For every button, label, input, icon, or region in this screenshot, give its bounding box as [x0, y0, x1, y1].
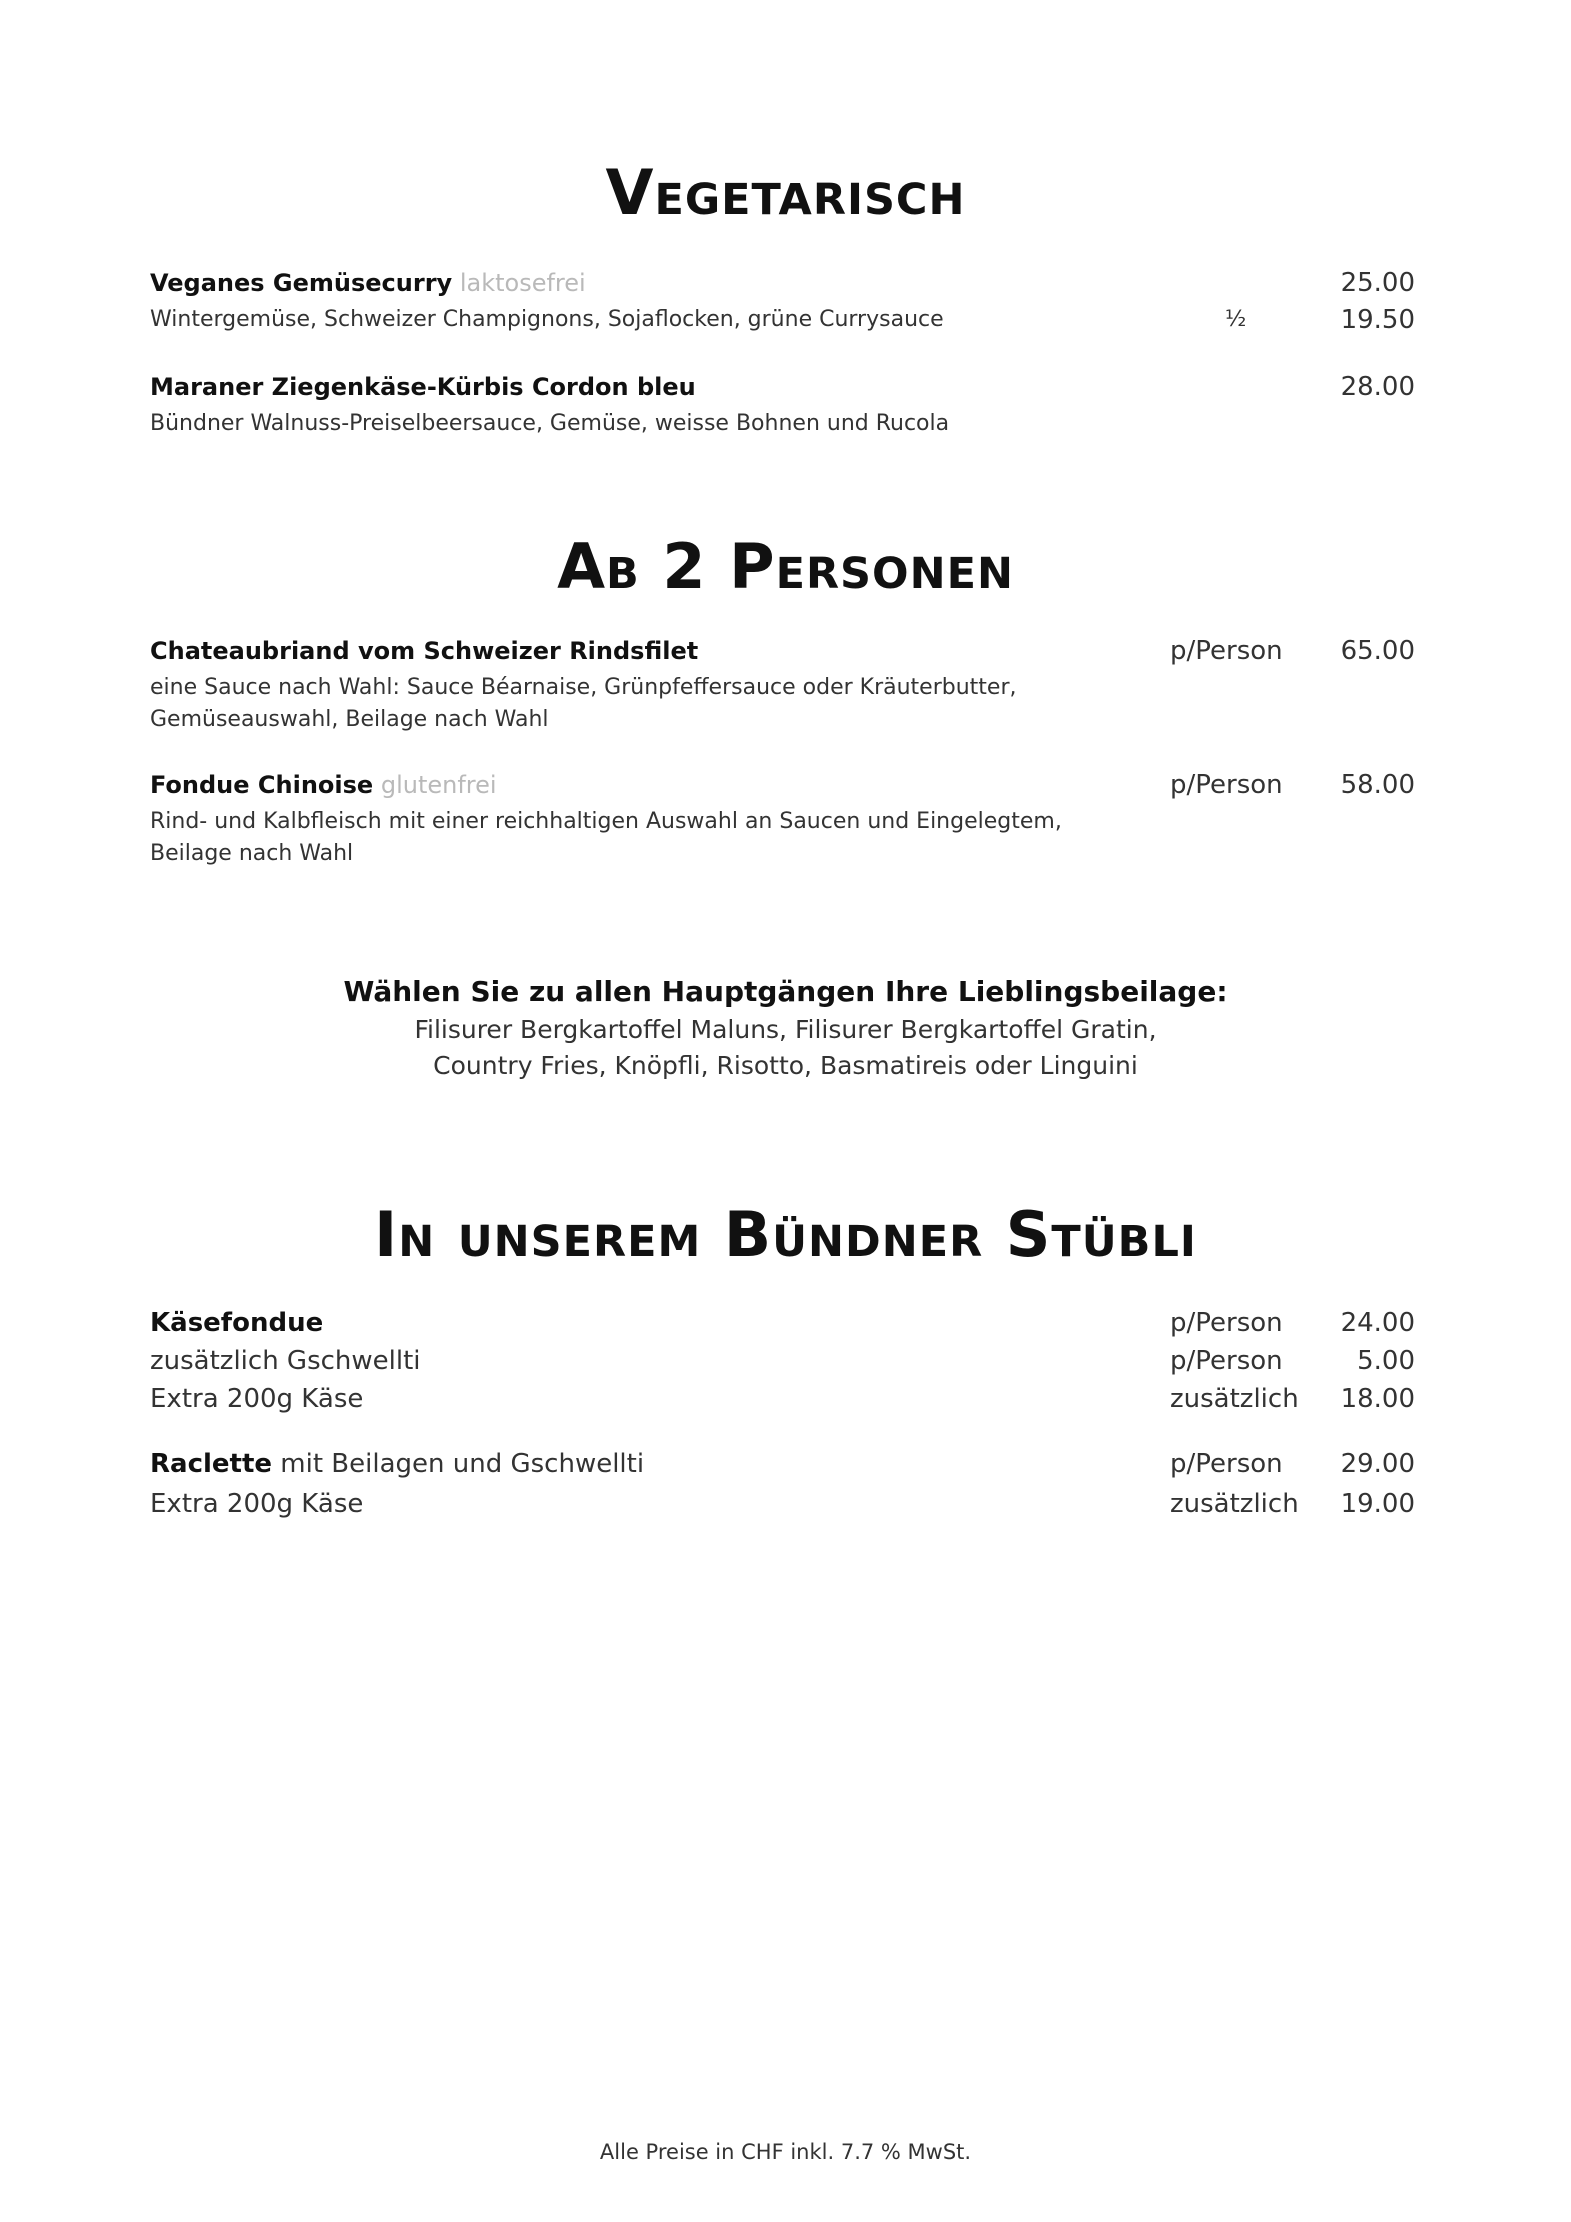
item-description: Bündner Walnuss-Preiselbeersauce, Gemüse, weisse Bohnen und Rucola	[150, 411, 950, 436]
item-price: 58.00	[1340, 770, 1415, 800]
diet-tag: glutenfrei	[380, 771, 497, 799]
section-title-buendner-stuebli: In unserem Bündner Stübli	[374, 1198, 1197, 1271]
item-name: Maraner Ziegenkäse-Kürbis Cordon bleu	[150, 373, 696, 401]
item-price: 19.00	[1340, 1489, 1415, 1519]
menu-item-description-row	[150, 303, 1415, 339]
item-name: Raclette mit Beilagen und Gschwellti	[150, 1449, 645, 1479]
menu-item-chateaubriand	[150, 634, 1415, 670]
item-unit: p/Person	[1170, 1346, 1283, 1376]
half-portion-price: 19.50	[1340, 305, 1415, 335]
item-description-line-2: Gemüseauswahl, Beilage nach Wahl	[150, 707, 549, 732]
item-price: 28.00	[1340, 372, 1415, 402]
item-description-line-1: Rind- und Kalbfleisch mit einer reichhaltigen Auswahl an Saucen und Eingelegtem,	[150, 809, 1062, 834]
menu-item-extra-kaese-raclette	[150, 1487, 1415, 1523]
item-price: 18.00	[1340, 1384, 1415, 1414]
item-unit: zusätzlich	[1170, 1384, 1299, 1414]
item-unit: p/Person	[1170, 636, 1283, 666]
section-title-vegetarisch: Vegetarisch	[605, 156, 966, 229]
item-price: 24.00	[1340, 1308, 1415, 1338]
item-description: Wintergemüse, Schweizer Champignons, Sojaflocken, grüne Currysauce	[150, 307, 944, 332]
side-dish-line-1: Filisurer Bergkartoffel Maluns, Filisurer Bergkartoffel Gratin,	[414, 1015, 1157, 1044]
menu-item-gschwellti	[150, 1344, 1415, 1380]
side-dish-line-2: Country Fries, Knöpfli, Risotto, Basmatireis oder Linguini	[433, 1051, 1138, 1080]
item-name: Chateaubriand vom Schweizer Rindsfilet	[150, 637, 699, 665]
item-price: 5.00	[1357, 1346, 1415, 1376]
item-price: 25.00	[1340, 268, 1415, 298]
item-unit: p/Person	[1170, 1449, 1283, 1479]
item-name: Extra 200g Käse	[150, 1384, 364, 1414]
item-unit: zusätzlich	[1170, 1489, 1299, 1519]
item-price: 29.00	[1340, 1449, 1415, 1479]
menu-item-fondue-chinoise	[150, 768, 1415, 804]
item-description-line-1: eine Sauce nach Wahl: Sauce Béarnaise, Grünpfeffersauce oder Kräuterbutter,	[150, 675, 1017, 700]
item-name: zusätzlich Gschwellti	[150, 1346, 421, 1376]
half-portion-label: ½	[1225, 307, 1247, 332]
side-dish-title: Wählen Sie zu allen Hauptgängen Ihre Lieblingsbeilage:	[343, 975, 1228, 1008]
item-name: Käsefondue	[150, 1308, 324, 1338]
item-name: Extra 200g Käse	[150, 1489, 364, 1519]
diet-tag: laktosefrei	[459, 269, 586, 297]
menu-item-veganes-gemuesecurry	[150, 266, 1415, 302]
price-footer: Alle Preise in CHF inkl. 7.7 % MwSt.	[599, 2140, 972, 2164]
side-dish-note	[0, 972, 1571, 1084]
menu-item-kaesefondue	[150, 1306, 1415, 1342]
section-title-ab-2-personen: Ab 2 Personen	[557, 530, 1014, 603]
menu-item-extra-kaese	[150, 1382, 1415, 1418]
item-name: Veganes Gemüsecurry laktosefrei	[150, 269, 586, 297]
menu-item-raclette	[150, 1447, 1415, 1483]
item-price: 65.00	[1340, 636, 1415, 666]
item-unit: p/Person	[1170, 770, 1283, 800]
menu-item-ziegenkaese-cordon-bleu	[150, 370, 1415, 406]
item-unit: p/Person	[1170, 1308, 1283, 1338]
item-name: Fondue Chinoise glutenfrei	[150, 771, 497, 799]
item-description-line-2: Beilage nach Wahl	[150, 841, 354, 866]
